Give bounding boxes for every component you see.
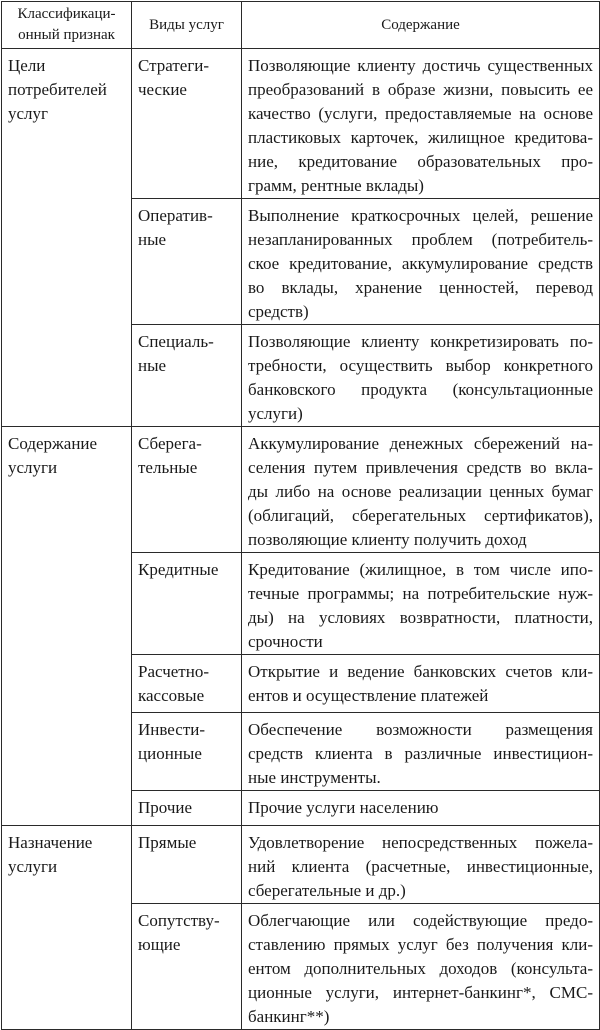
content-line: селения путем привлечения средств во вкла- (248, 458, 593, 477)
service-type-cell (132, 49, 242, 199)
service-type-line: ные (138, 356, 167, 375)
service-type-cell (132, 427, 242, 553)
service-type-line: Расчетно- (138, 662, 209, 681)
content-line: Выполнение краткосрочных целей, решение (248, 206, 593, 225)
header-classification: Классификаци- онный признак (2, 2, 132, 49)
content-line: сберегательные и др.) (248, 881, 406, 900)
header-service-types: Виды услуг (132, 2, 242, 49)
criterion-line: услуги (8, 458, 58, 477)
content-line: во вклады, хранение ценностей, перевод (248, 278, 593, 297)
table-header-row (2, 2, 600, 49)
content-line: ные инструменты. (248, 768, 381, 787)
criterion-line: потребителей (8, 80, 107, 99)
content-line: банковского продукта (консультационные (248, 380, 593, 399)
service-type-line: Кредитные (138, 560, 219, 579)
content-line: течные программы; на потребительские нуж- (248, 584, 593, 603)
content-line: услуги) (248, 404, 303, 423)
service-content-cell (242, 826, 600, 904)
criterion-line: Назначение (8, 833, 93, 852)
service-type-cell (132, 904, 242, 1030)
service-type-line: тельные (138, 458, 198, 477)
services-classification-table (1, 1, 600, 1030)
service-type-cell (132, 655, 242, 713)
service-content-cell (242, 713, 600, 791)
service-type-cell (132, 199, 242, 325)
service-content-cell (242, 904, 600, 1030)
service-content-cell (242, 49, 600, 199)
content-line: ний клиента (расчетные, инвестиционные, (248, 857, 593, 876)
table-row (2, 826, 600, 904)
service-type-cell (132, 713, 242, 791)
table-row (2, 49, 600, 199)
content-line: ды либо на основе реализации ценных бумаг (248, 482, 593, 501)
content-line: Обеспечение возможности размещения (248, 720, 593, 739)
service-type-line: Прочие (138, 798, 193, 817)
content-line: средств клиента в различные инвестицион- (248, 744, 593, 763)
content-line: Облегчающие или содействующие предо- (248, 911, 593, 930)
content-line: ское кредитование, аккумулирование средств (248, 254, 593, 273)
service-content-cell (242, 325, 600, 427)
service-type-line: ющие (138, 935, 181, 954)
service-type-cell (132, 826, 242, 904)
content-line: ставлению прямых услуг без получения кли- (248, 935, 593, 954)
criterion-line: Цели (8, 56, 46, 75)
content-line: Аккумулирование денежных сбережений на- (248, 434, 593, 453)
service-type-line: кассовые (138, 686, 205, 705)
content-line: ние, кредитование образовательных про- (248, 152, 593, 171)
content-line: ционные услуги, интернет-банкинг*, СМС- (248, 983, 593, 1002)
service-content-cell (242, 791, 600, 826)
service-type-line: Стратеги- (138, 56, 210, 75)
content-line: требности, осуществить выбор конкретного (248, 356, 593, 375)
content-line: позволяющие клиенту получить доход (248, 530, 527, 549)
content-line: средств) (248, 302, 309, 321)
content-line: ды) на условиях возвратности, платности, (248, 608, 593, 627)
content-line: Прочие услуги населению (248, 798, 439, 817)
service-content-cell (242, 199, 600, 325)
service-type-line: ческие (138, 80, 187, 99)
service-type-cell (132, 325, 242, 427)
content-line: качество (услуги, предоставляемые на основе (248, 104, 593, 123)
content-line: срочности (248, 632, 323, 651)
content-line: преобразований в образе жизни, повысить ее (248, 80, 593, 99)
service-type-line: Сберега- (138, 434, 202, 453)
content-line: пластиковых карточек, жилищное кредитова- (248, 128, 593, 147)
table-body (2, 49, 600, 1030)
service-type-line: ционные (138, 744, 202, 763)
content-line: ентом дополнительных доходов (консульта- (248, 959, 593, 978)
header-content: Содержание (242, 2, 600, 49)
classification-criterion-cell (2, 826, 132, 1030)
criterion-line: услуг (8, 104, 49, 123)
classification-criterion-cell (2, 49, 132, 427)
service-type-line: Инвести- (138, 720, 206, 739)
classification-criterion-cell (2, 427, 132, 826)
service-type-line: ные (138, 230, 167, 249)
content-line: (облигаций, сберегательных сертификатов), (248, 506, 593, 525)
service-type-line: Специаль- (138, 332, 214, 351)
content-line: Кредитование (жилищное, в том числе ипо- (248, 560, 593, 579)
service-type-line: Прямые (138, 833, 197, 852)
service-type-cell (132, 791, 242, 826)
content-line: банкинг**) (248, 1007, 330, 1026)
service-content-cell (242, 655, 600, 713)
content-line: Удовлетворение непосредственных пожела- (248, 833, 593, 852)
content-line: грамм, рентные вклады) (248, 176, 424, 195)
service-type-line: Сопутству- (138, 911, 220, 930)
content-line: Открытие и ведение банковских счетов кли- (248, 662, 593, 681)
table-row (2, 427, 600, 553)
criterion-line: услуги (8, 857, 58, 876)
content-line: ентов и осуществление платежей (248, 686, 489, 705)
content-line: Позволяющие клиенту достичь существенных (248, 56, 593, 75)
content-line: незапланированных проблем (потребитель- (248, 230, 593, 249)
service-type-cell (132, 553, 242, 655)
criterion-line: Содержание (8, 434, 98, 453)
service-content-cell (242, 553, 600, 655)
service-type-line: Оператив- (138, 206, 213, 225)
service-content-cell (242, 427, 600, 553)
content-line: Позволяющие клиенту конкретизировать по- (248, 332, 593, 351)
